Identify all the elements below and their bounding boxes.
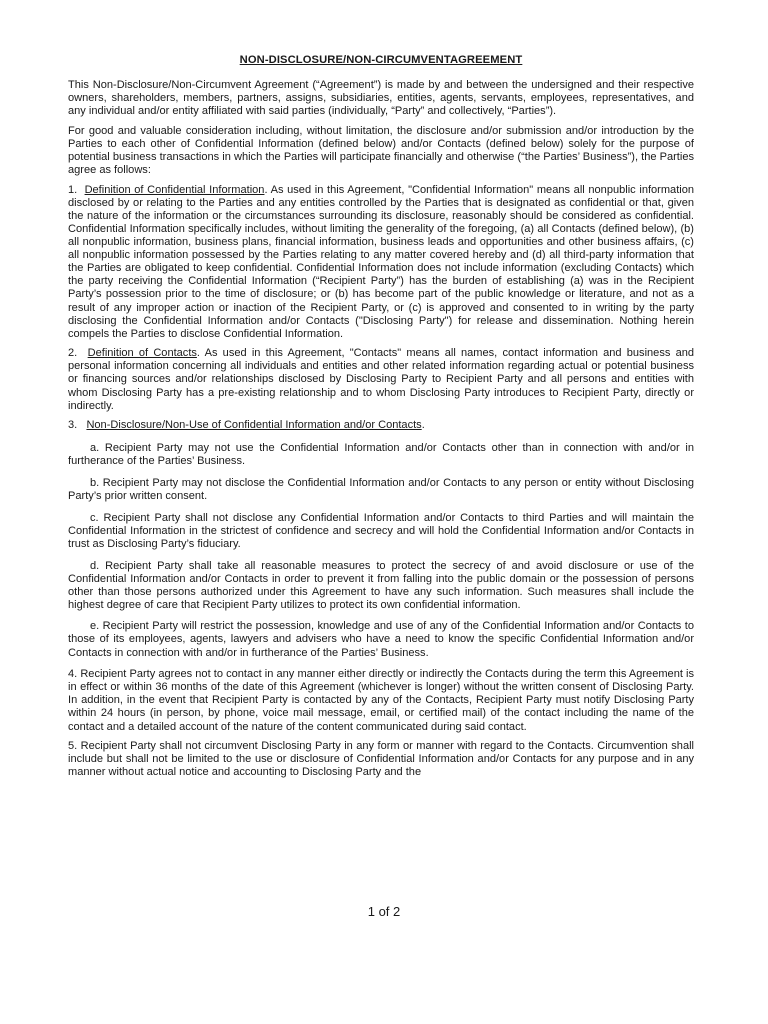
section-1-heading: Definition of Confidential Information xyxy=(84,183,265,196)
intro-paragraph-1: This Non-Disclosure/Non-Circumvent Agreement (“Agreement”) is made by and between the undersigned and their respective owners, shareholders, members, partners, assigns, subsidiaries, entities, agents, servants, employees, representatives, and any individual and/or entity affiliated with said parties (individually, “Party” and collectively, “Parties”). xyxy=(68,79,694,118)
section-3-heading: Non-Disclosure/Non-Use of Confidential Information and/or Contacts xyxy=(86,419,422,432)
section-3c: c. Recipient Party shall not disclose any Confidential Information and/or Contacts to third Parties and will maintain the Confidential Information in the strictest of confidence and secrecy and will hold the Confidential Information and/or Contacts in trust as Disclosing Party’s fiduciary. xyxy=(68,511,694,550)
section-4: 4. Recipient Party agrees not to contact in any manner either directly or indirectly the Contacts during the term this Agreement is in effect or within 36 months of the date of this Agreement (whichever is longer) without the written consent of Disclosing Party. In addition, in the event that Recipient Party is contacted by any of the Contacts, Recipient Party must notify Disclosing Party within 24 hours (in person, by phone, voice mail message, email, or certified mail) of the contact including the name of the contact and a detailed account of the nature of the content communicated during said contact. xyxy=(68,668,694,733)
section-3 xyxy=(68,419,694,432)
section-3a: a. Recipient Party may not use the Confidential Information and/or Contacts other than in connection with and/or in furtherance of the Parties’ Business. xyxy=(68,442,694,468)
document-page xyxy=(68,54,694,786)
section-5: 5. Recipient Party shall not circumvent Disclosing Party in any form or manner with regard to the Contacts. Circumvention shall include but shall not be limited to the use or disclosure of Confidential Information and/or Contacts for any purpose and in any manner without actual notice and accounting to Disclosing Party and the xyxy=(68,740,694,779)
section-2-number: 2. xyxy=(68,347,78,360)
section-1-body: . As used in this Agreement, "Confidential Information" means all nonpublic information disclosed by or relating to the Parties and any entities controlled by the Parties that is designated as confidential or that, given the nature of the information or the circumstances surrounding its disclosure, reasonably should be considered as confidential. Confidential Information specifically includes, without limiting the generality of the foregoing, (a) all Contacts (defined below), (b) all nonpublic information, business plans, financial information, business leads and opportunities and other business affairs, (c) all nonpublic information possessed by the Parties relating to any matter covered hereby and (d) all third-party information that the Parties are obligated to keep confidential. Confidential Information does not include information (excluding Contacts) which the party receiving the Confidential Information (“Recipient Party”) has the burden of establishing (a) was in the Recipient Party’s possession prior to the time of disclosure; or (b) has become part of the public knowledge or literature, and not as a result of any improper action or inaction of the Recipient Party, or (c) is approved and consented to in writing by the party disclosing the Confidential Information and/or Contacts ("Disclosing Party") for release and dissemination. Nothing herein compels the Parties to disclose Confidential Information. xyxy=(68,183,695,340)
section-2-body: . As used in this Agreement, "Contacts" means all names, contact information and business and personal information concerning all individuals and entities and other related information regarding actual or potential business or financing sources and/or relationships disclosed by Disclosing Party to Recipient Party and all persons and entities with whom Disclosing Party has a pre-existing relationship and to whom Disclosing Party introduces to Recipient Party, directly or indirectly. xyxy=(68,347,694,412)
section-2-heading: Definition of Contacts xyxy=(87,347,197,360)
section-3-tail: . xyxy=(421,419,425,432)
section-3b: b. Recipient Party may not disclose the Confidential Information and/or Contacts to any person or entity without Disclosing Party’s prior written consent. xyxy=(68,477,694,503)
page-number: 1 of 2 xyxy=(367,904,401,919)
section-1 xyxy=(68,184,694,341)
section-2 xyxy=(68,347,694,412)
section-3e: e. Recipient Party will restrict the possession, knowledge and use of any of the Confidential Information and/or Contacts to those of its employees, agents, lawyers and advisers who have a need to know the specific Confidential Information and/or Contacts in connection with and/or in furtherance of the Parties’ Business. xyxy=(68,620,694,659)
section-3-number: 3. xyxy=(68,419,78,432)
intro-paragraph-2: For good and valuable consideration including, without limitation, the disclosure and/or submission and/or introduction by the Parties to each other of Confidential Information (defined below) and/or Contacts (defined below) solely for the purpose of potential business transactions in which the Parties will participate financially and otherwise (“the Parties’ Business”), the Parties agree as follows: xyxy=(68,124,694,177)
section-3d: d. Recipient Party shall take all reasonable measures to protect the secrecy of and avoid disclosure or use of the Confidential Information and/or Contacts in order to prevent it from falling into the public domain or the possession of persons other than those persons authorized under this Agreement to have any such information. Such measures shall include the highest degree of care that Recipient Party utilizes to protect its own confidential information. xyxy=(68,559,694,611)
section-1-number: 1. xyxy=(68,183,78,196)
document-title: NON-DISCLOSURE/NON-CIRCUMVENTAGREEMENT xyxy=(239,54,523,66)
